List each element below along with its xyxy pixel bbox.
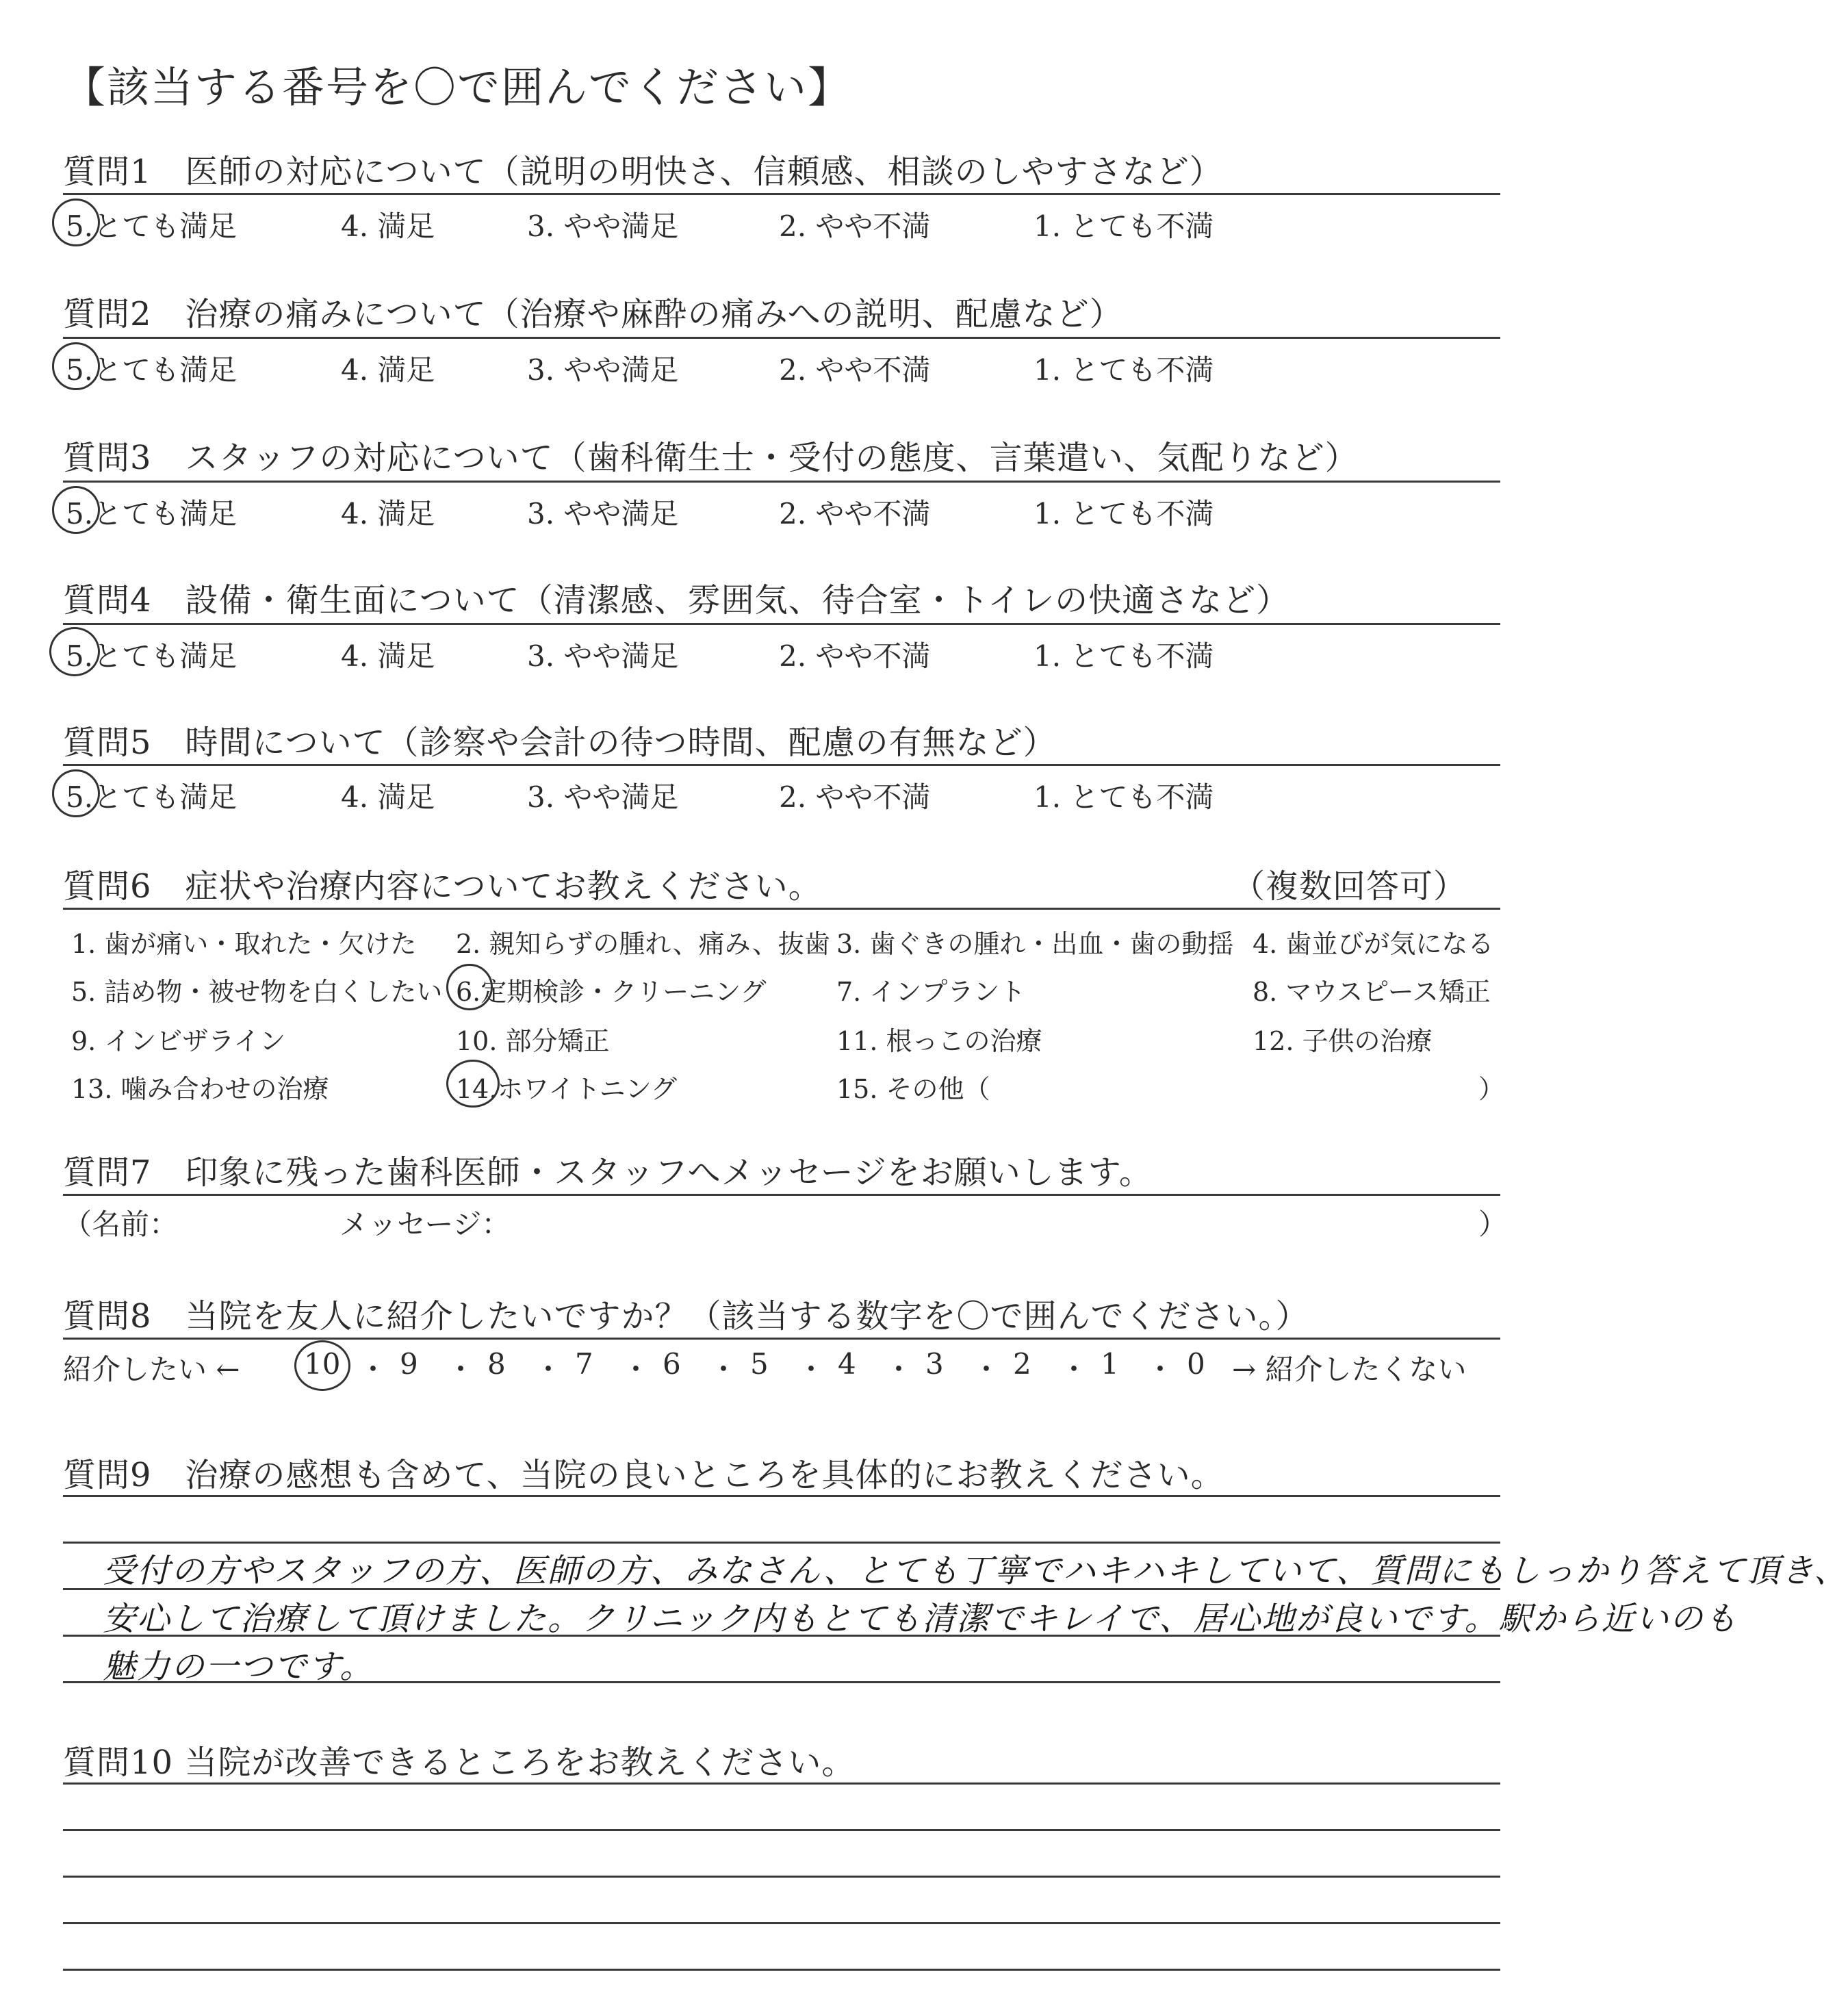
q1-option-4[interactable]: 4. 満足	[341, 209, 435, 243]
q8-scale-8[interactable]: 8	[487, 1347, 506, 1381]
q2-option-5[interactable]: 5.とても満足	[66, 353, 238, 387]
q9-line-1	[63, 1495, 1500, 1497]
q8-scale-separator: ・	[1060, 1353, 1089, 1386]
q6-option-10[interactable]: 10. 部分矯正	[456, 1026, 610, 1056]
q8-scale-separator: ・	[446, 1353, 476, 1386]
question-5-divider	[63, 764, 1500, 766]
q8-scale-2[interactable]: 2	[1013, 1347, 1031, 1381]
q10-line-1	[63, 1782, 1500, 1785]
question-10-heading: 質問10 当院が改善できるところをお教えください。	[63, 1743, 856, 1782]
q6-option-6[interactable]: 6.定期検診・クリーニング	[456, 977, 767, 1007]
q2-selection-circle	[52, 342, 100, 390]
question-1-divider	[63, 193, 1500, 195]
q5-option-5[interactable]: 5.とても満足	[66, 780, 238, 814]
q1-option-5[interactable]: 5.とても満足	[66, 209, 238, 243]
q9-line-2	[63, 1542, 1500, 1544]
q4-option-4[interactable]: 4. 満足	[341, 639, 435, 673]
q4-option-1[interactable]: 1. とても不満	[1034, 639, 1214, 673]
q1-option-1[interactable]: 1. とても不満	[1034, 209, 1214, 243]
q6-option-2[interactable]: 2. 親知らずの腫れ、痛み、抜歯	[456, 929, 830, 959]
q8-scale-5[interactable]: 5	[750, 1347, 769, 1381]
question-4-heading: 質問4 設備・衛生面について（清潔感、雰囲気、待合室・トイレの快適さなど）	[63, 581, 1290, 619]
q1-selection-circle	[52, 199, 100, 246]
q3-option-2[interactable]: 2. やや不満	[779, 497, 931, 531]
q10-line-2	[63, 1829, 1500, 1831]
q8-scale-7[interactable]: 7	[575, 1347, 593, 1381]
q5-option-3[interactable]: 3. やや満足	[527, 780, 679, 814]
question-2-divider	[63, 337, 1500, 339]
q8-scale-separator: ・	[797, 1353, 826, 1386]
q3-option-1[interactable]: 1. とても不満	[1034, 497, 1214, 531]
q3-option-5[interactable]: 5.とても満足	[66, 497, 238, 531]
question-2-heading: 質問2 治療の痛みについて（治療や麻酔の痛みへの説明、配慮など）	[63, 295, 1123, 333]
q6-option-5[interactable]: 5. 詰め物・被せ物を白くしたい	[71, 977, 443, 1007]
q8-scale-10[interactable]: 10	[304, 1347, 341, 1381]
question-3-divider	[63, 481, 1500, 483]
question-3-heading: 質問3 スタッフの対応について（歯科衛生士・受付の態度、言葉遣い、気配りなど）	[63, 439, 1359, 477]
q8-scale-left-label: 紹介したい ←	[63, 1353, 240, 1386]
q7-name-label: （名前：	[63, 1207, 179, 1241]
q6-option-8[interactable]: 8. マウスピース矯正	[1253, 977, 1491, 1007]
q4-option-3[interactable]: 3. やや満足	[527, 639, 679, 673]
question-7-heading: 質問7 印象に残った歯科医師・スタッフへメッセージをお願いします。	[63, 1153, 1153, 1192]
q6-option-15-close: ）	[1478, 1074, 1505, 1104]
q4-option-2[interactable]: 2. やや不満	[779, 639, 931, 673]
q6-option-13[interactable]: 13. 噛み合わせの治療	[71, 1074, 329, 1104]
q6-option-6-circle	[446, 964, 493, 1010]
q2-option-4[interactable]: 4. 満足	[341, 353, 435, 387]
q3-option-4[interactable]: 4. 満足	[341, 497, 435, 531]
q6-option-11[interactable]: 11. 根っこの治療	[836, 1026, 1042, 1056]
form-title: 【該当する番号を〇で囲んでください】	[63, 62, 852, 112]
question-9-heading: 質問9 治療の感想も含めて、当院の良いところを具体的にお教えください。	[63, 1456, 1224, 1494]
q8-scale-separator: ・	[359, 1353, 388, 1386]
q3-option-3[interactable]: 3. やや満足	[527, 497, 679, 531]
q10-line-5	[63, 1969, 1500, 1971]
q9-answer-line-2: 安心して治療して頂けました。クリニック内もとても清潔でキレイで、居心地が良いです。駅から近いのも	[103, 1600, 1738, 1638]
question-1-heading: 質問1 医師の対応について（説明の明快さ、信頼感、相談のしやすさなど）	[63, 153, 1223, 191]
q7-close-paren: ）	[1478, 1207, 1508, 1241]
q6-option-14[interactable]: 14.ホワイトニング	[456, 1074, 678, 1104]
q7-message-label: メッセージ：	[339, 1207, 511, 1241]
q10-line-3	[63, 1876, 1500, 1878]
question-4-divider	[63, 623, 1500, 625]
q2-option-3[interactable]: 3. やや満足	[527, 353, 679, 387]
question-8-heading: 質問8 当院を友人に紹介したいですか？（該当する数字を〇で囲んでください。）	[63, 1297, 1309, 1335]
q5-selection-circle	[52, 769, 100, 817]
q6-option-7[interactable]: 7. インプラント	[836, 977, 1026, 1007]
q8-scale-separator: ・	[972, 1353, 1001, 1386]
q8-scale-1[interactable]: 1	[1101, 1347, 1119, 1381]
q2-option-2[interactable]: 2. やや不満	[779, 353, 931, 387]
question-6-heading: 質問6 症状や治療内容についてお教えください。	[63, 867, 822, 906]
question-5-heading: 質問5 時間について（診察や会計の待つ時間、配慮の有無など）	[63, 724, 1057, 762]
q2-option-1[interactable]: 1. とても不満	[1034, 353, 1214, 387]
q5-option-1[interactable]: 1. とても不満	[1034, 780, 1214, 814]
q6-option-15[interactable]: 15. その他（	[836, 1074, 990, 1104]
question-7-divider	[63, 1194, 1500, 1196]
q5-option-2[interactable]: 2. やや不満	[779, 780, 931, 814]
q8-scale-4[interactable]: 4	[838, 1347, 856, 1381]
q8-scale-right-label: → 紹介したくない	[1232, 1353, 1467, 1386]
q8-scale-0[interactable]: 0	[1187, 1347, 1205, 1381]
q6-option-12[interactable]: 12. 子供の治療	[1253, 1026, 1433, 1056]
q9-answer-line-1: 受付の方やスタッフの方、医師の方、みなさん、とても丁寧でハキハキしていて、質問にもしっかり答えて頂き、	[103, 1552, 1848, 1590]
q8-scale-6[interactable]: 6	[663, 1347, 681, 1381]
q6-option-3[interactable]: 3. 歯ぐきの腫れ・出血・歯の動揺	[836, 929, 1234, 959]
q1-option-2[interactable]: 2. やや不満	[779, 209, 931, 243]
q10-line-4	[63, 1922, 1500, 1924]
q4-option-5[interactable]: 5.とても満足	[66, 639, 238, 673]
q8-scale-separator: ・	[1146, 1353, 1175, 1386]
q4-selection-circle	[49, 627, 100, 676]
q9-answer-line-3: 魅力の一つです。	[103, 1648, 374, 1686]
q5-option-4[interactable]: 4. 満足	[341, 780, 435, 814]
q6-option-4[interactable]: 4. 歯並びが気になる	[1253, 929, 1494, 959]
q8-scale-9[interactable]: 9	[400, 1347, 418, 1381]
q1-option-3[interactable]: 3. やや満足	[527, 209, 679, 243]
q8-scale-separator: ・	[709, 1353, 739, 1386]
q6-option-14-circle	[446, 1060, 500, 1108]
question-6-multiple-note: （複数回答可）	[1232, 867, 1467, 906]
q8-selection-circle	[294, 1340, 350, 1391]
q8-scale-separator: ・	[884, 1353, 914, 1386]
q8-scale-separator: ・	[621, 1353, 651, 1386]
q6-option-9[interactable]: 9. インビザライン	[71, 1026, 286, 1056]
question-8-divider	[63, 1338, 1500, 1340]
q8-scale-3[interactable]: 3	[925, 1347, 944, 1381]
question-6-divider	[63, 908, 1500, 910]
q3-selection-circle	[52, 486, 100, 534]
q6-option-1[interactable]: 1. 歯が痛い・取れた・欠けた	[71, 929, 417, 959]
q8-scale-separator: ・	[534, 1353, 563, 1386]
